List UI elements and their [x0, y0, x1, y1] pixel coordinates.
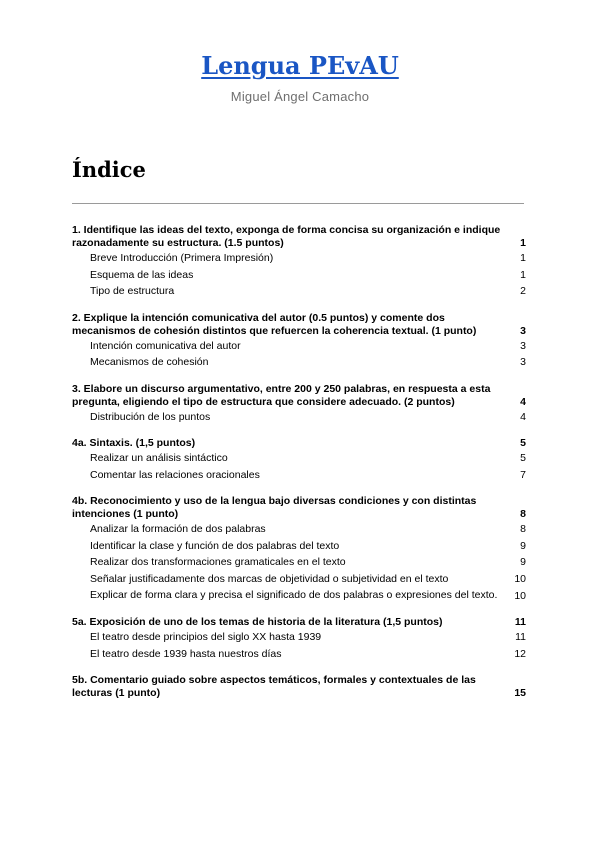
document-author: Miguel Ángel Camacho	[230, 89, 370, 104]
toc-subentry-title: El teatro desde principios del siglo XX hasta 1939	[90, 631, 322, 643]
toc-subentry[interactable]	[72, 338, 526, 355]
toc-entry-2[interactable]	[72, 312, 526, 338]
toc-subentry-page: 3	[520, 339, 526, 352]
toc-entry-title: 3. Elabore un discurso argumentativo, entre 200 y 250 palabras, en respuesta a esta pregunta, eligiendo el tipo de estructura que considere adecuado. (2 puntos)	[72, 382, 491, 408]
toc-subentry[interactable]	[72, 409, 526, 426]
toc-entry-page: 1	[520, 237, 526, 249]
table-of-contents	[72, 224, 526, 712]
toc-subentry[interactable]	[72, 354, 526, 371]
toc-subentry-title: Realizar dos transformaciones gramaticales en el texto	[90, 556, 346, 568]
toc-entry-title: 5b. Comentario guiado sobre aspectos temáticos, formales y contextuales de las lecturas (1 punto)	[72, 674, 476, 699]
toc-subentry[interactable]	[72, 467, 526, 484]
toc-subentry[interactable]	[72, 554, 526, 571]
toc-subentry-page: 1	[520, 252, 526, 264]
toc-entry-title: 5a. Exposición de uno de los temas de historia de la literatura (1,5 puntos)	[72, 616, 443, 628]
toc-subentry[interactable]	[72, 629, 526, 646]
toc-subentry[interactable]	[72, 250, 526, 267]
toc-subentry-page: 2	[520, 285, 526, 297]
toc-subentry-title: El teatro desde 1939 hasta nuestros días	[90, 647, 282, 660]
toc-entry-4a[interactable]	[72, 437, 526, 450]
toc-subentry-page: 9	[520, 556, 526, 568]
toc-entry-3[interactable]	[72, 383, 526, 409]
toc-subentry[interactable]	[72, 571, 526, 588]
toc-entry-title: 2. Explique la intención comunicativa del autor (0.5 puntos) y comente dos mecanismos de cohesión distintos que refuercen la coherencia textual. (1 punto)	[72, 311, 477, 337]
toc-subentry-page: 3	[520, 356, 526, 368]
document-title: Lengua PEvAU	[201, 51, 399, 80]
toc-subentry-title: Señalar justificadamente dos marcas de objetividad o subjetividad en el texto	[90, 572, 449, 585]
toc-section-3	[72, 383, 526, 426]
toc-subentry[interactable]	[72, 267, 526, 284]
toc-subentry-title: Intención comunicativa del autor	[90, 339, 241, 352]
toc-subentry-page: 1	[520, 268, 526, 281]
toc-subentry-title: Realizar un análisis sintáctico	[90, 452, 228, 464]
toc-subentry-title: Breve Introducción (Primera Impresión)	[90, 252, 274, 264]
toc-entry-title: 4a. Sintaxis. (1,5 puntos)	[72, 437, 196, 449]
heading-divider	[72, 203, 524, 204]
toc-entry-5a[interactable]	[72, 616, 526, 629]
index-heading: Índice	[72, 157, 146, 182]
toc-section-1	[72, 224, 526, 300]
toc-subentry[interactable]	[72, 521, 526, 538]
toc-subentry-page: 11	[515, 631, 526, 643]
toc-subentry[interactable]	[72, 538, 526, 555]
toc-entry-5b[interactable]	[72, 674, 526, 700]
toc-subentry-title: Explicar de forma clara y precisa el significado de dos palabras o expresiones del texto.	[90, 589, 498, 601]
toc-subentry-title: Mecanismos de cohesión	[90, 356, 209, 368]
toc-section-5b	[72, 674, 526, 700]
toc-subentry-page: 8	[520, 523, 526, 535]
toc-section-4a	[72, 437, 526, 483]
toc-subentry[interactable]	[72, 587, 526, 604]
toc-subentry-title: Distribución de los puntos	[90, 410, 211, 423]
toc-entry-4b[interactable]	[72, 495, 526, 521]
toc-subentry-page: 7	[520, 468, 526, 481]
toc-entry-page: 15	[514, 687, 526, 699]
toc-entry-1[interactable]	[72, 224, 526, 250]
toc-subentry-page: 12	[514, 647, 526, 660]
toc-entry-page: 11	[514, 616, 526, 628]
toc-section-2	[72, 312, 526, 371]
toc-subentry-page: 10	[514, 589, 526, 602]
toc-subentry-page: 9	[520, 539, 526, 552]
toc-subentry-page: 10	[514, 572, 526, 585]
toc-subentry[interactable]	[72, 646, 526, 663]
toc-entry-page: 3	[520, 324, 526, 337]
toc-subentry-title: Comentar las relaciones oracionales	[90, 468, 260, 481]
toc-entry-page: 5	[520, 437, 526, 449]
toc-subentry-title: Esquema de las ideas	[90, 268, 194, 281]
toc-subentry-page: 4	[520, 410, 526, 423]
toc-subentry-title: Identificar la clase y función de dos palabras del texto	[90, 539, 340, 552]
toc-subentry-title: Analizar la formación de dos palabras	[90, 523, 266, 535]
toc-subentry[interactable]	[72, 283, 526, 300]
toc-entry-page: 8	[520, 508, 526, 520]
toc-section-4b	[72, 495, 526, 604]
toc-subentry[interactable]	[72, 450, 526, 467]
toc-subentry-page: 5	[520, 452, 526, 464]
toc-section-5a	[72, 616, 526, 662]
toc-entry-title: 4b. Reconocimiento y uso de la lengua bajo diversas condiciones y con distintas intenciones (1 punto)	[72, 495, 477, 520]
toc-subentry-title: Tipo de estructura	[90, 285, 175, 297]
toc-entry-title: 1. Identifique las ideas del texto, exponga de forma concisa su organización e indique razonadamente su estructura. (1.5 puntos)	[72, 224, 501, 249]
toc-entry-page: 4	[520, 395, 526, 408]
